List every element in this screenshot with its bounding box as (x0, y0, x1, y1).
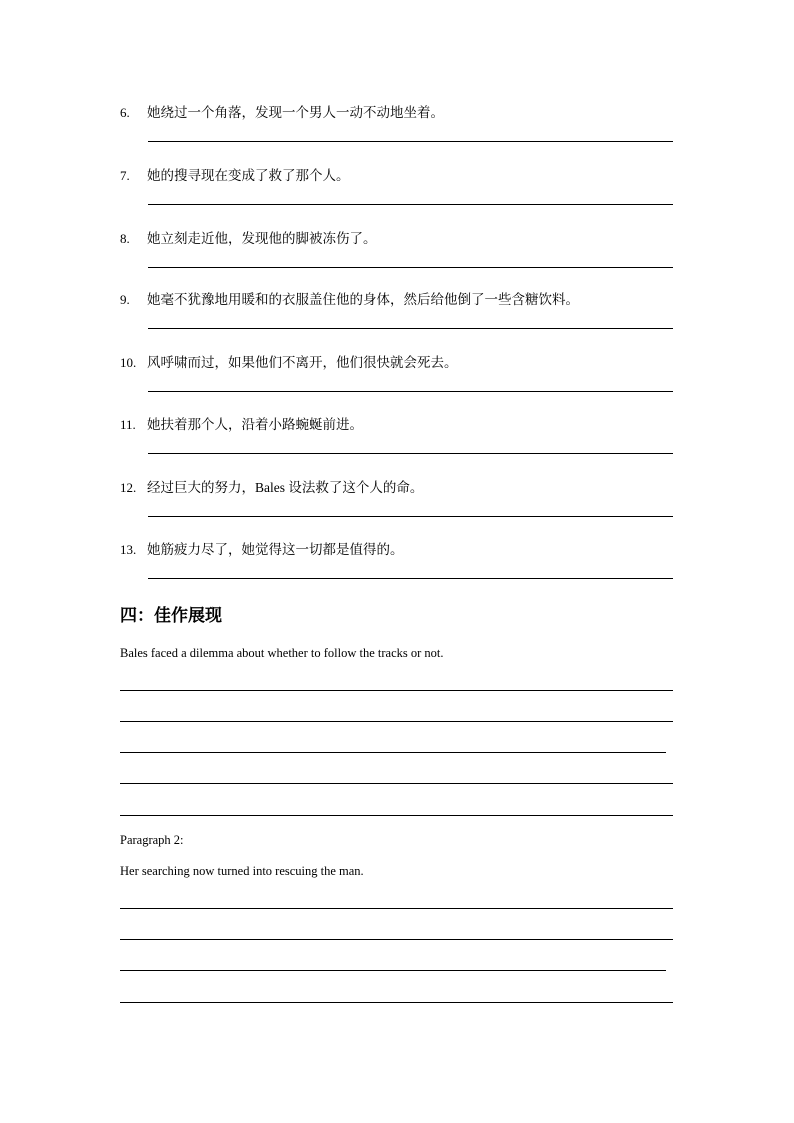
answer-line[interactable] (148, 391, 673, 392)
writing-line[interactable] (120, 690, 673, 691)
paragraph2-label: Paragraph 2: (120, 833, 184, 847)
answer-line[interactable] (148, 141, 673, 142)
translation-item (120, 105, 673, 167)
writing-line[interactable] (120, 815, 673, 816)
translation-item (120, 168, 673, 230)
item-number: 11. (120, 417, 136, 432)
answer-line[interactable] (148, 267, 673, 268)
item-number: 9. (120, 292, 130, 307)
answer-line[interactable] (148, 453, 673, 454)
item-number: 7. (120, 168, 130, 183)
paragraph1-opening: Bales faced a dilemma about whether to follow the tracks or not. (120, 646, 444, 660)
item-number: 13. (120, 542, 137, 557)
item-prompt-text: 她的搜寻现在变成了救了那个人。 (147, 168, 350, 183)
writing-line[interactable] (120, 1002, 673, 1003)
answer-line[interactable] (148, 516, 673, 517)
item-prompt-text: 风呼啸而过，如果他们不离开，他们很快就会死去。 (147, 355, 458, 370)
writing-line[interactable] (120, 783, 673, 784)
translation-item (120, 292, 673, 354)
item-number: 12. (120, 480, 137, 495)
translation-item (120, 231, 673, 293)
item-prompt-text: 她绕过一个角落，发现一个男人一动不动地坐着。 (147, 105, 444, 120)
answer-line[interactable] (148, 204, 673, 205)
writing-line[interactable] (120, 752, 666, 753)
translation-item (120, 542, 673, 604)
writing-line[interactable] (120, 970, 666, 971)
writing-line[interactable] (120, 721, 673, 722)
item-prompt-text: 她毫不犹豫地用暖和的衣服盖住他的身体，然后给他倒了一些含糖饮料。 (147, 292, 579, 307)
answer-line[interactable] (148, 328, 673, 329)
translation-item (120, 480, 673, 542)
item-number: 6. (120, 105, 130, 120)
item-prompt-text: 她扶着那个人，沿着小路蜿蜒前进。 (147, 417, 363, 432)
translation-item (120, 417, 673, 479)
item-prompt-text: 她筋疲力尽了，她觉得这一切都是值得的。 (147, 542, 404, 557)
item-prompt-text: 经过巨大的努力，Bales 设法救了这个人的命。 (147, 480, 424, 495)
item-number: 10. (120, 355, 137, 370)
section-heading: 四：佳作展现 (120, 606, 222, 626)
item-number: 8. (120, 231, 130, 246)
writing-line[interactable] (120, 939, 673, 940)
writing-line[interactable] (120, 908, 673, 909)
paragraph2-opening: Her searching now turned into rescuing the man. (120, 864, 364, 878)
answer-line[interactable] (148, 578, 673, 579)
item-prompt-text: 她立刻走近他，发现他的脚被冻伤了。 (147, 231, 377, 246)
translation-item (120, 355, 673, 417)
